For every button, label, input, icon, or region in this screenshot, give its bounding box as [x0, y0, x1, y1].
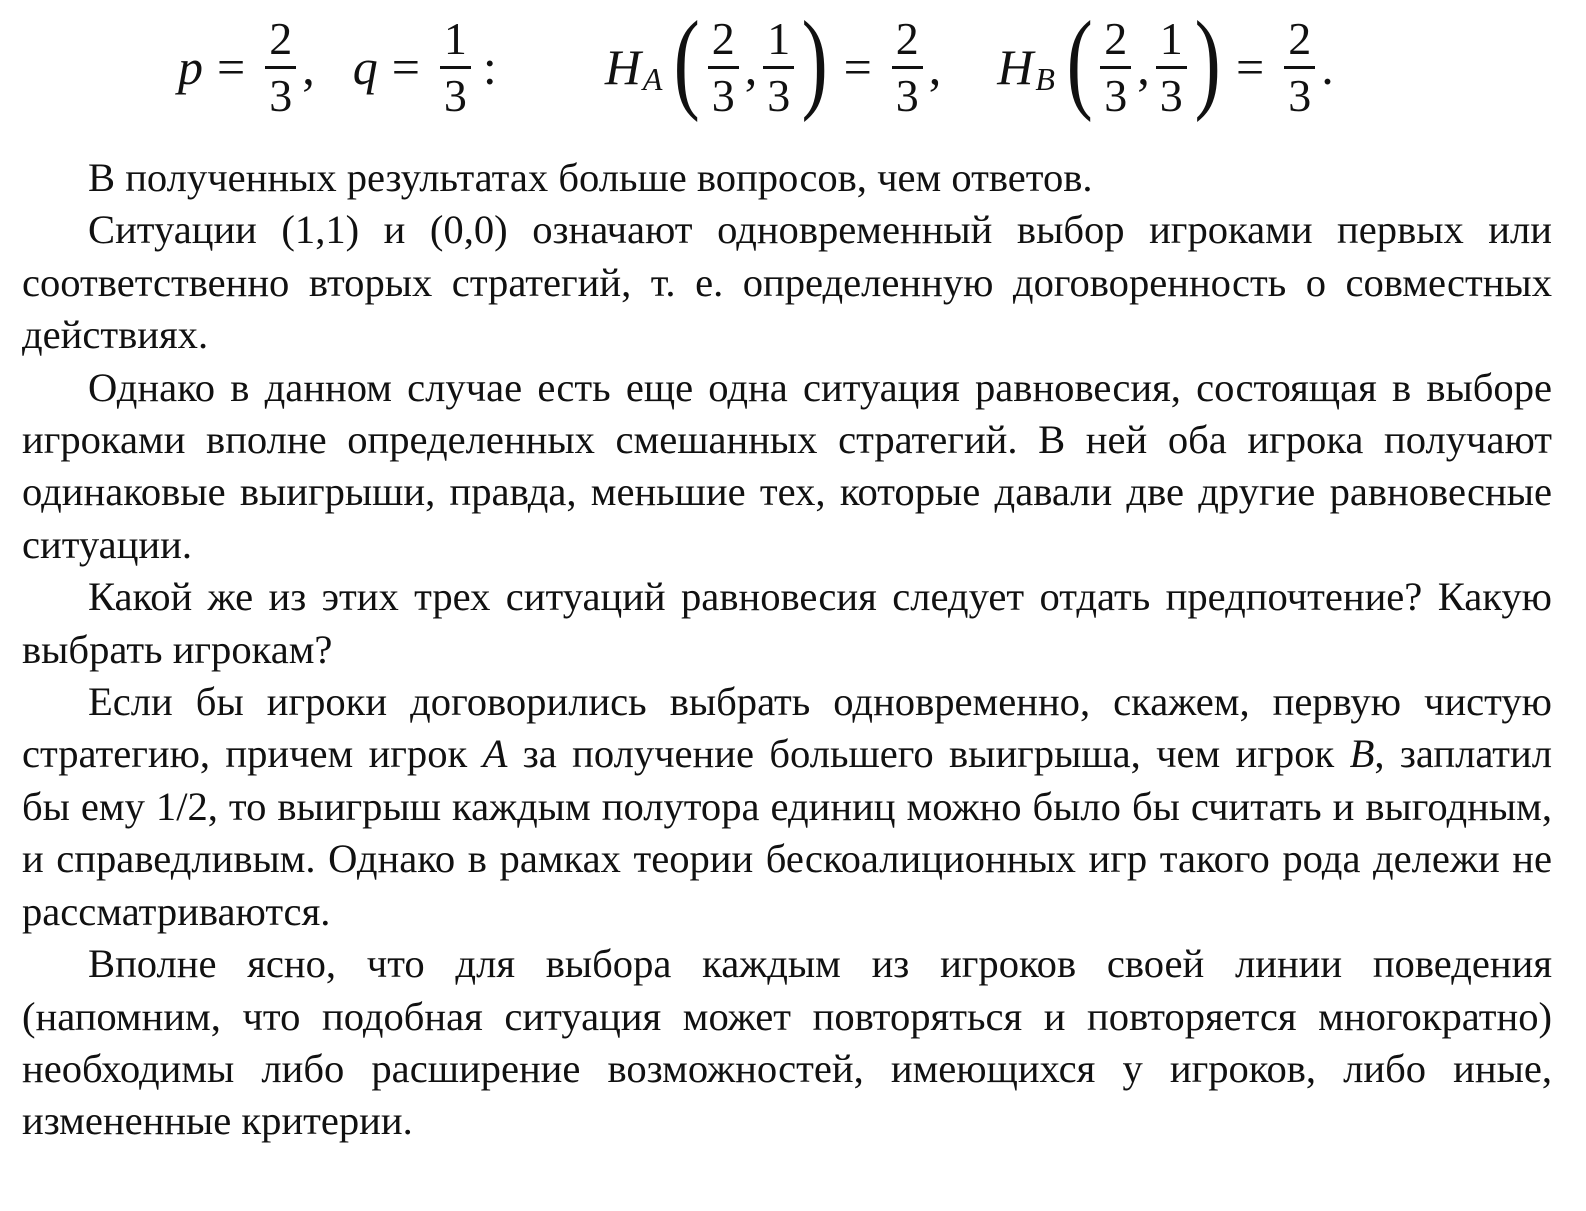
- fraction-denominator: 3: [1104, 69, 1128, 121]
- fraction-denominator: 3: [711, 69, 735, 121]
- fraction-numerator: 2: [269, 12, 293, 64]
- player-b-variable: B: [1349, 731, 1375, 777]
- equals-sign: =: [391, 39, 420, 95]
- paragraph-4: Какой же из этих трех ситуаций равновесия следует отдать предпочтение? Какую выбрать игрокам?: [22, 574, 1552, 672]
- player-a-variable: A: [482, 731, 508, 777]
- comma: ,: [1137, 39, 1150, 95]
- equals-sign: =: [843, 39, 872, 95]
- fraction-numerator: 2: [1104, 12, 1128, 64]
- fraction-numerator: 2: [1288, 12, 1312, 64]
- fraction-denominator: 3: [1288, 69, 1312, 121]
- fraction-denominator: 3: [269, 69, 293, 121]
- colon: :: [482, 39, 497, 95]
- ha-symbol: H: [604, 39, 641, 95]
- fraction-denominator: 3: [443, 69, 467, 121]
- paragraph-5-part-3: , заплатил бы ему 1/2, то выигрыш каждым полутора единиц можно было бы считать и выгодным, и справедливым. Однако в рамках теории бескоалиционных игр такого рода дележи не рассматриваются.: [22, 731, 1552, 934]
- hb-arg2-fraction: [1156, 12, 1187, 121]
- hb-arg1-fraction: [1100, 12, 1131, 121]
- fraction-denominator: 3: [1159, 69, 1183, 121]
- q-fraction: [440, 12, 471, 121]
- period: .: [1321, 39, 1334, 95]
- comma: ,: [744, 39, 758, 95]
- equals-sign: =: [1236, 39, 1265, 95]
- fraction-denominator: 3: [767, 69, 791, 121]
- paragraph-5-part-2: за получение большего выигрыша, чем игрок: [507, 731, 1350, 777]
- right-paren: ): [801, 0, 828, 123]
- paragraph-2: Ситуации (1,1) и (0,0) означают одновременный выбор игроками первых или соответственно вторых стратегий, т. е. определенную договоренность о совместных действиях.: [22, 207, 1552, 358]
- hb-value-fraction: [1284, 12, 1315, 121]
- ha-value-fraction: [892, 12, 923, 121]
- fraction-numerator: 2: [711, 12, 735, 64]
- left-paren: (: [674, 0, 701, 123]
- paragraph-6: Вполне ясно, что для выбора каждым из игроков своей линии поведения (напомним, что подобная ситуация может повторяться и повторяется многократно) необходимы либо расширение возможностей, имеющихся у игроков, либо иные, измененные критерии.: [22, 941, 1552, 1144]
- fraction-numerator: 1: [767, 12, 791, 64]
- equals-sign: =: [217, 39, 246, 95]
- hb-subscript: B: [1035, 61, 1055, 97]
- equilibrium-formula: [178, 0, 1334, 126]
- paragraph-3: Однако в данном случае есть еще одна ситуация равновесия, состоящая в выборе игроками вполне определенных смешанных стратегий. В ней оба игрока получают одинаковые выигрыши, правда, меньшие тех, которые давали две другие равновесные ситуации.: [22, 364, 1552, 567]
- fraction-denominator: 3: [895, 69, 919, 121]
- fraction-numerator: 1: [443, 12, 467, 64]
- body-text: [22, 152, 1552, 1148]
- fraction-numerator: 2: [895, 12, 919, 64]
- left-paren: (: [1066, 0, 1093, 123]
- q-symbol: q: [352, 39, 378, 95]
- paragraph-1: В полученных результатах больше вопросов, чем ответов.: [88, 155, 1093, 200]
- comma: ,: [928, 39, 942, 95]
- ha-arg1-fraction: [708, 12, 739, 121]
- right-paren: ): [1194, 0, 1221, 123]
- fraction-numerator: 1: [1159, 12, 1183, 64]
- hb-symbol: H: [997, 39, 1034, 95]
- p-fraction: [265, 12, 296, 121]
- ha-subscript: A: [642, 61, 663, 97]
- ha-arg2-fraction: [763, 12, 794, 121]
- paragraph-5-part-1: Если бы игроки договорились выбрать одновременно, скажем, первую чистую стратегию, причем игрок: [22, 679, 1552, 777]
- p-symbol: p: [178, 39, 203, 95]
- comma: ,: [302, 39, 315, 95]
- paragraph-5: [22, 676, 1552, 938]
